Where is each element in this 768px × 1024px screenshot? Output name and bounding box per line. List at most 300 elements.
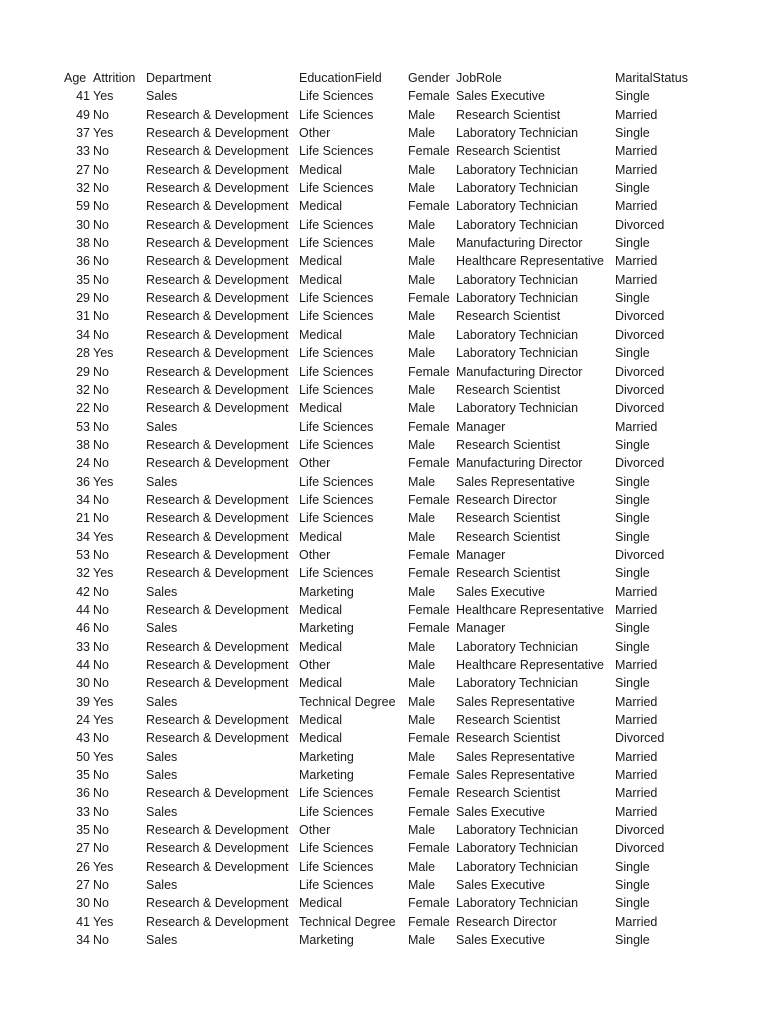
cell-age: 37 (76, 126, 90, 141)
cell-age: 34 (76, 492, 90, 507)
cell-education-field: Life Sciences (299, 566, 374, 581)
cell-job-role: Healthcare Representative (456, 602, 604, 617)
cell-job-role: Laboratory Technician (456, 181, 579, 196)
cell-age: 50 (76, 749, 90, 764)
table-row (62, 803, 742, 821)
header-age: Age (64, 71, 87, 85)
table-row (62, 418, 742, 436)
cell-age: 29 (76, 291, 90, 306)
cell-marital-status: Single (615, 933, 650, 948)
cell-age: 27 (76, 162, 90, 177)
cell-age: 35 (76, 823, 90, 838)
cell-education-field: Other (299, 658, 331, 672)
cell-marital-status: Married (615, 254, 658, 269)
cell-gender: Male (408, 401, 436, 416)
cell-education-field: Other (299, 823, 331, 838)
cell-marital-status: Divorced (615, 823, 665, 838)
cell-age: 42 (76, 584, 90, 599)
cell-marital-status: Single (615, 859, 650, 874)
cell-job-role: Laboratory Technician (456, 327, 579, 342)
cell-age: 28 (76, 346, 90, 361)
cell-age: 33 (76, 144, 90, 159)
cell-job-role: Research Scientist (456, 731, 561, 746)
cell-gender: Male (408, 639, 436, 654)
cell-gender: Female (408, 768, 450, 783)
header-marital-status: MaritalStatus (615, 71, 688, 85)
cell-marital-status: Single (615, 511, 650, 526)
table-row (62, 564, 742, 582)
cell-attrition: No (93, 437, 109, 452)
cell-age: 46 (76, 621, 90, 636)
cell-attrition: No (93, 272, 109, 287)
cell-gender: Male (408, 859, 436, 874)
cell-attrition: No (93, 878, 109, 893)
cell-department: Research & Development (146, 602, 289, 617)
cell-attrition: No (93, 804, 109, 819)
cell-education-field: Life Sciences (299, 364, 374, 379)
cell-department: Sales (146, 933, 178, 948)
table-row (62, 693, 742, 711)
table-row (62, 124, 742, 142)
cell-attrition: No (93, 401, 109, 416)
header-job-role: JobRole (456, 71, 502, 85)
cell-gender: Male (408, 107, 436, 122)
cell-marital-status: Single (615, 529, 650, 544)
cell-attrition: No (93, 602, 109, 617)
cell-attrition: Yes (93, 749, 114, 764)
cell-job-role: Laboratory Technician (456, 162, 579, 177)
cell-gender: Female (408, 804, 450, 819)
cell-attrition: No (93, 584, 109, 599)
cell-attrition: No (93, 786, 109, 801)
cell-marital-status: Single (615, 181, 650, 196)
table-row (62, 913, 742, 931)
cell-marital-status: Single (615, 236, 650, 251)
cell-age: 44 (76, 658, 90, 672)
cell-department: Research & Development (146, 731, 289, 746)
cell-attrition: Yes (93, 713, 114, 728)
cell-attrition: No (93, 309, 109, 324)
cell-age: 35 (76, 272, 90, 287)
table-row (62, 674, 742, 692)
table-row (62, 363, 742, 381)
cell-job-role: Manager (456, 419, 506, 434)
cell-marital-status: Married (615, 786, 658, 801)
cell-education-field: Other (299, 126, 331, 141)
cell-gender: Female (408, 602, 450, 617)
cell-department: Research & Development (146, 181, 289, 196)
cell-attrition: Yes (93, 474, 114, 489)
cell-education-field: Medical (299, 676, 343, 691)
header-education-field: EducationField (299, 71, 382, 85)
cell-marital-status: Divorced (615, 309, 665, 324)
cell-job-role: Manufacturing Director (456, 236, 583, 251)
cell-education-field: Life Sciences (299, 309, 374, 324)
cell-age: 53 (76, 419, 90, 434)
cell-attrition: No (93, 731, 109, 746)
cell-marital-status: Single (615, 291, 650, 306)
cell-age: 31 (76, 309, 90, 324)
cell-age: 30 (76, 676, 90, 691)
cell-attrition: No (93, 199, 109, 214)
cell-education-field: Medical (299, 529, 343, 544)
cell-marital-status: Divorced (615, 456, 665, 471)
table-row (62, 638, 742, 656)
table-row (62, 234, 742, 252)
cell-gender: Female (408, 456, 450, 471)
cell-age: 39 (76, 694, 90, 709)
cell-gender: Male (408, 474, 436, 489)
cell-department: Research & Development (146, 896, 289, 911)
cell-education-field: Medical (299, 639, 343, 654)
cell-age: 49 (76, 107, 90, 122)
cell-age: 38 (76, 437, 90, 452)
cell-education-field: Technical Degree (299, 914, 396, 929)
cell-job-role: Research Director (456, 914, 557, 929)
cell-department: Research & Development (146, 272, 289, 287)
cell-age: 36 (76, 786, 90, 801)
cell-gender: Female (408, 786, 450, 801)
cell-education-field: Medical (299, 731, 343, 746)
cell-marital-status: Divorced (615, 364, 665, 379)
cell-department: Research & Development (146, 309, 289, 324)
cell-job-role: Laboratory Technician (456, 346, 579, 361)
cell-attrition: No (93, 456, 109, 471)
cell-job-role: Laboratory Technician (456, 217, 579, 232)
cell-education-field: Life Sciences (299, 89, 374, 104)
cell-attrition: No (93, 162, 109, 177)
cell-job-role: Laboratory Technician (456, 841, 579, 856)
cell-attrition: Yes (93, 346, 114, 361)
cell-marital-status: Single (615, 492, 650, 507)
cell-gender: Male (408, 346, 436, 361)
cell-gender: Male (408, 749, 436, 764)
cell-attrition: No (93, 364, 109, 379)
cell-age: 34 (76, 529, 90, 544)
cell-age: 21 (76, 511, 90, 526)
cell-department: Sales (146, 694, 178, 709)
cell-job-role: Sales Representative (456, 749, 575, 764)
cell-job-role: Research Scientist (456, 511, 561, 526)
cell-education-field: Other (299, 456, 331, 471)
cell-marital-status: Married (615, 768, 658, 783)
cell-job-role: Research Scientist (456, 437, 561, 452)
cell-gender: Male (408, 676, 436, 691)
cell-marital-status: Divorced (615, 401, 665, 416)
cell-education-field: Medical (299, 713, 343, 728)
cell-job-role: Sales Representative (456, 694, 575, 709)
cell-age: 33 (76, 639, 90, 654)
table-row (62, 307, 742, 325)
cell-job-role: Laboratory Technician (456, 823, 579, 838)
cell-education-field: Life Sciences (299, 437, 374, 452)
cell-marital-status: Married (615, 804, 658, 819)
cell-department: Sales (146, 89, 178, 104)
cell-marital-status: Divorced (615, 731, 665, 746)
cell-job-role: Sales Executive (456, 933, 545, 948)
cell-job-role: Research Scientist (456, 566, 561, 581)
table-row (62, 473, 742, 491)
cell-education-field: Marketing (299, 933, 354, 948)
cell-education-field: Medical (299, 162, 343, 177)
cell-job-role: Research Scientist (456, 309, 561, 324)
cell-job-role: Sales Executive (456, 89, 545, 104)
cell-age: 29 (76, 364, 90, 379)
table-row (62, 87, 742, 105)
table-row (62, 381, 742, 399)
cell-attrition: Yes (93, 859, 114, 874)
table-row (62, 216, 742, 234)
cell-marital-status: Single (615, 437, 650, 452)
table-row (62, 436, 742, 454)
cell-department: Research & Development (146, 107, 289, 122)
cell-department: Research & Development (146, 291, 289, 306)
cell-education-field: Other (299, 547, 331, 562)
table-row (62, 711, 742, 729)
cell-gender: Female (408, 566, 450, 581)
cell-marital-status: Divorced (615, 382, 665, 397)
cell-gender: Male (408, 272, 436, 287)
cell-gender: Female (408, 841, 450, 856)
cell-attrition: No (93, 547, 109, 562)
cell-department: Research & Development (146, 566, 289, 581)
cell-education-field: Marketing (299, 584, 354, 599)
cell-job-role: Research Scientist (456, 529, 561, 544)
cell-job-role: Laboratory Technician (456, 199, 579, 214)
cell-gender: Female (408, 199, 450, 214)
cell-job-role: Sales Executive (456, 584, 545, 599)
cell-marital-status: Single (615, 896, 650, 911)
table-row (62, 931, 742, 949)
cell-department: Research & Development (146, 144, 289, 159)
cell-age: 53 (76, 547, 90, 562)
cell-attrition: No (93, 823, 109, 838)
cell-attrition: No (93, 181, 109, 196)
cell-education-field: Life Sciences (299, 841, 374, 856)
table-row (62, 399, 742, 417)
cell-gender: Male (408, 162, 436, 177)
cell-marital-status: Single (615, 126, 650, 141)
cell-gender: Male (408, 529, 436, 544)
header-attrition: Attrition (93, 71, 136, 85)
cell-job-role: Sales Representative (456, 474, 575, 489)
cell-gender: Male (408, 933, 436, 948)
cell-age: 24 (76, 713, 90, 728)
cell-education-field: Life Sciences (299, 804, 374, 819)
cell-department: Research & Development (146, 217, 289, 232)
table-row (62, 179, 742, 197)
cell-job-role: Research Scientist (456, 786, 561, 801)
cell-marital-status: Married (615, 199, 658, 214)
cell-attrition: No (93, 291, 109, 306)
cell-attrition: Yes (93, 694, 114, 709)
cell-age: 27 (76, 878, 90, 893)
cell-marital-status: Single (615, 878, 650, 893)
cell-attrition: No (93, 419, 109, 434)
cell-marital-status: Married (615, 602, 658, 617)
cell-job-role: Sales Executive (456, 878, 545, 893)
cell-job-role: Research Scientist (456, 144, 561, 159)
table-row (62, 858, 742, 876)
cell-department: Research & Development (146, 859, 289, 874)
cell-age: 43 (76, 731, 90, 746)
cell-education-field: Life Sciences (299, 107, 374, 122)
cell-job-role: Research Director (456, 492, 557, 507)
cell-gender: Male (408, 254, 436, 269)
cell-age: 22 (76, 401, 90, 416)
cell-attrition: No (93, 107, 109, 122)
cell-marital-status: Married (615, 914, 658, 929)
cell-department: Research & Development (146, 639, 289, 654)
cell-education-field: Marketing (299, 749, 354, 764)
cell-age: 34 (76, 933, 90, 948)
table-row (62, 583, 742, 601)
cell-education-field: Medical (299, 401, 343, 416)
cell-age: 30 (76, 217, 90, 232)
cell-marital-status: Divorced (615, 841, 665, 856)
cell-marital-status: Married (615, 713, 658, 728)
cell-attrition: Yes (93, 126, 114, 141)
cell-department: Research & Development (146, 841, 289, 856)
cell-department: Research & Development (146, 346, 289, 361)
cell-job-role: Sales Representative (456, 768, 575, 783)
cell-attrition: No (93, 236, 109, 251)
cell-age: 36 (76, 254, 90, 269)
cell-age: 34 (76, 327, 90, 342)
cell-gender: Male (408, 382, 436, 397)
cell-department: Research & Development (146, 254, 289, 269)
cell-education-field: Life Sciences (299, 236, 374, 251)
cell-department: Research & Development (146, 529, 289, 544)
cell-department: Research & Development (146, 823, 289, 838)
table-row (62, 271, 742, 289)
cell-department: Sales (146, 804, 178, 819)
cell-gender: Male (408, 658, 436, 672)
table-row (62, 894, 742, 912)
cell-marital-status: Divorced (615, 327, 665, 342)
cell-education-field: Life Sciences (299, 786, 374, 801)
cell-department: Research & Development (146, 676, 289, 691)
cell-department: Research & Development (146, 914, 289, 929)
cell-age: 33 (76, 804, 90, 819)
cell-department: Research & Development (146, 511, 289, 526)
cell-job-role: Sales Executive (456, 804, 545, 819)
cell-marital-status: Married (615, 162, 658, 177)
cell-job-role: Laboratory Technician (456, 291, 579, 306)
cell-department: Research & Development (146, 199, 289, 214)
cell-gender: Female (408, 621, 450, 636)
cell-gender: Male (408, 126, 436, 141)
cell-department: Research & Development (146, 382, 289, 397)
cell-age: 32 (76, 566, 90, 581)
cell-department: Research & Development (146, 364, 289, 379)
cell-job-role: Laboratory Technician (456, 272, 579, 287)
cell-gender: Male (408, 511, 436, 526)
cell-marital-status: Divorced (615, 547, 665, 562)
table-body (62, 87, 742, 949)
cell-gender: Male (408, 181, 436, 196)
cell-education-field: Medical (299, 272, 343, 287)
table-row (62, 601, 742, 619)
cell-department: Sales (146, 878, 178, 893)
cell-marital-status: Single (615, 474, 650, 489)
cell-education-field: Life Sciences (299, 492, 374, 507)
cell-marital-status: Married (615, 144, 658, 159)
cell-job-role: Healthcare Representative (456, 658, 604, 672)
cell-gender: Female (408, 731, 450, 746)
cell-job-role: Laboratory Technician (456, 676, 579, 691)
cell-age: 32 (76, 382, 90, 397)
table-row (62, 197, 742, 215)
cell-job-role: Manufacturing Director (456, 456, 583, 471)
cell-department: Sales (146, 749, 178, 764)
cell-job-role: Research Scientist (456, 107, 561, 122)
cell-attrition: No (93, 327, 109, 342)
table-row (62, 252, 742, 270)
table-row (62, 656, 742, 674)
table-row (62, 619, 742, 637)
cell-attrition: No (93, 658, 109, 672)
cell-department: Research & Development (146, 162, 289, 177)
cell-job-role: Manager (456, 547, 506, 562)
cell-marital-status: Single (615, 89, 650, 104)
cell-attrition: No (93, 254, 109, 269)
cell-job-role: Manager (456, 621, 506, 636)
cell-attrition: Yes (93, 529, 114, 544)
cell-education-field: Marketing (299, 621, 354, 636)
cell-education-field: Medical (299, 327, 343, 342)
cell-job-role: Laboratory Technician (456, 639, 579, 654)
cell-age: 30 (76, 896, 90, 911)
cell-department: Research & Development (146, 786, 289, 801)
cell-education-field: Medical (299, 896, 343, 911)
cell-gender: Female (408, 896, 450, 911)
cell-department: Research & Development (146, 126, 289, 141)
table-row (62, 821, 742, 839)
table-header (62, 69, 742, 87)
cell-gender: Male (408, 309, 436, 324)
cell-marital-status: Married (615, 694, 658, 709)
cell-attrition: No (93, 896, 109, 911)
cell-education-field: Life Sciences (299, 859, 374, 874)
cell-age: 26 (76, 859, 90, 874)
cell-department: Sales (146, 768, 178, 783)
cell-gender: Female (408, 492, 450, 507)
cell-department: Research & Development (146, 658, 289, 672)
cell-job-role: Laboratory Technician (456, 859, 579, 874)
cell-gender: Male (408, 878, 436, 893)
cell-education-field: Medical (299, 602, 343, 617)
cell-department: Research & Development (146, 547, 289, 562)
cell-education-field: Life Sciences (299, 474, 374, 489)
cell-age: 36 (76, 474, 90, 489)
cell-department: Research & Development (146, 327, 289, 342)
header-gender: Gender (408, 71, 450, 85)
cell-education-field: Life Sciences (299, 291, 374, 306)
cell-education-field: Life Sciences (299, 878, 374, 893)
cell-attrition: No (93, 511, 109, 526)
cell-department: Research & Development (146, 713, 289, 728)
cell-department: Sales (146, 419, 178, 434)
table-row (62, 289, 742, 307)
cell-job-role: Laboratory Technician (456, 896, 579, 911)
cell-education-field: Medical (299, 199, 343, 214)
cell-marital-status: Married (615, 419, 658, 434)
table-row (62, 546, 742, 564)
cell-attrition: No (93, 492, 109, 507)
cell-age: 41 (76, 89, 90, 104)
cell-education-field: Life Sciences (299, 382, 374, 397)
